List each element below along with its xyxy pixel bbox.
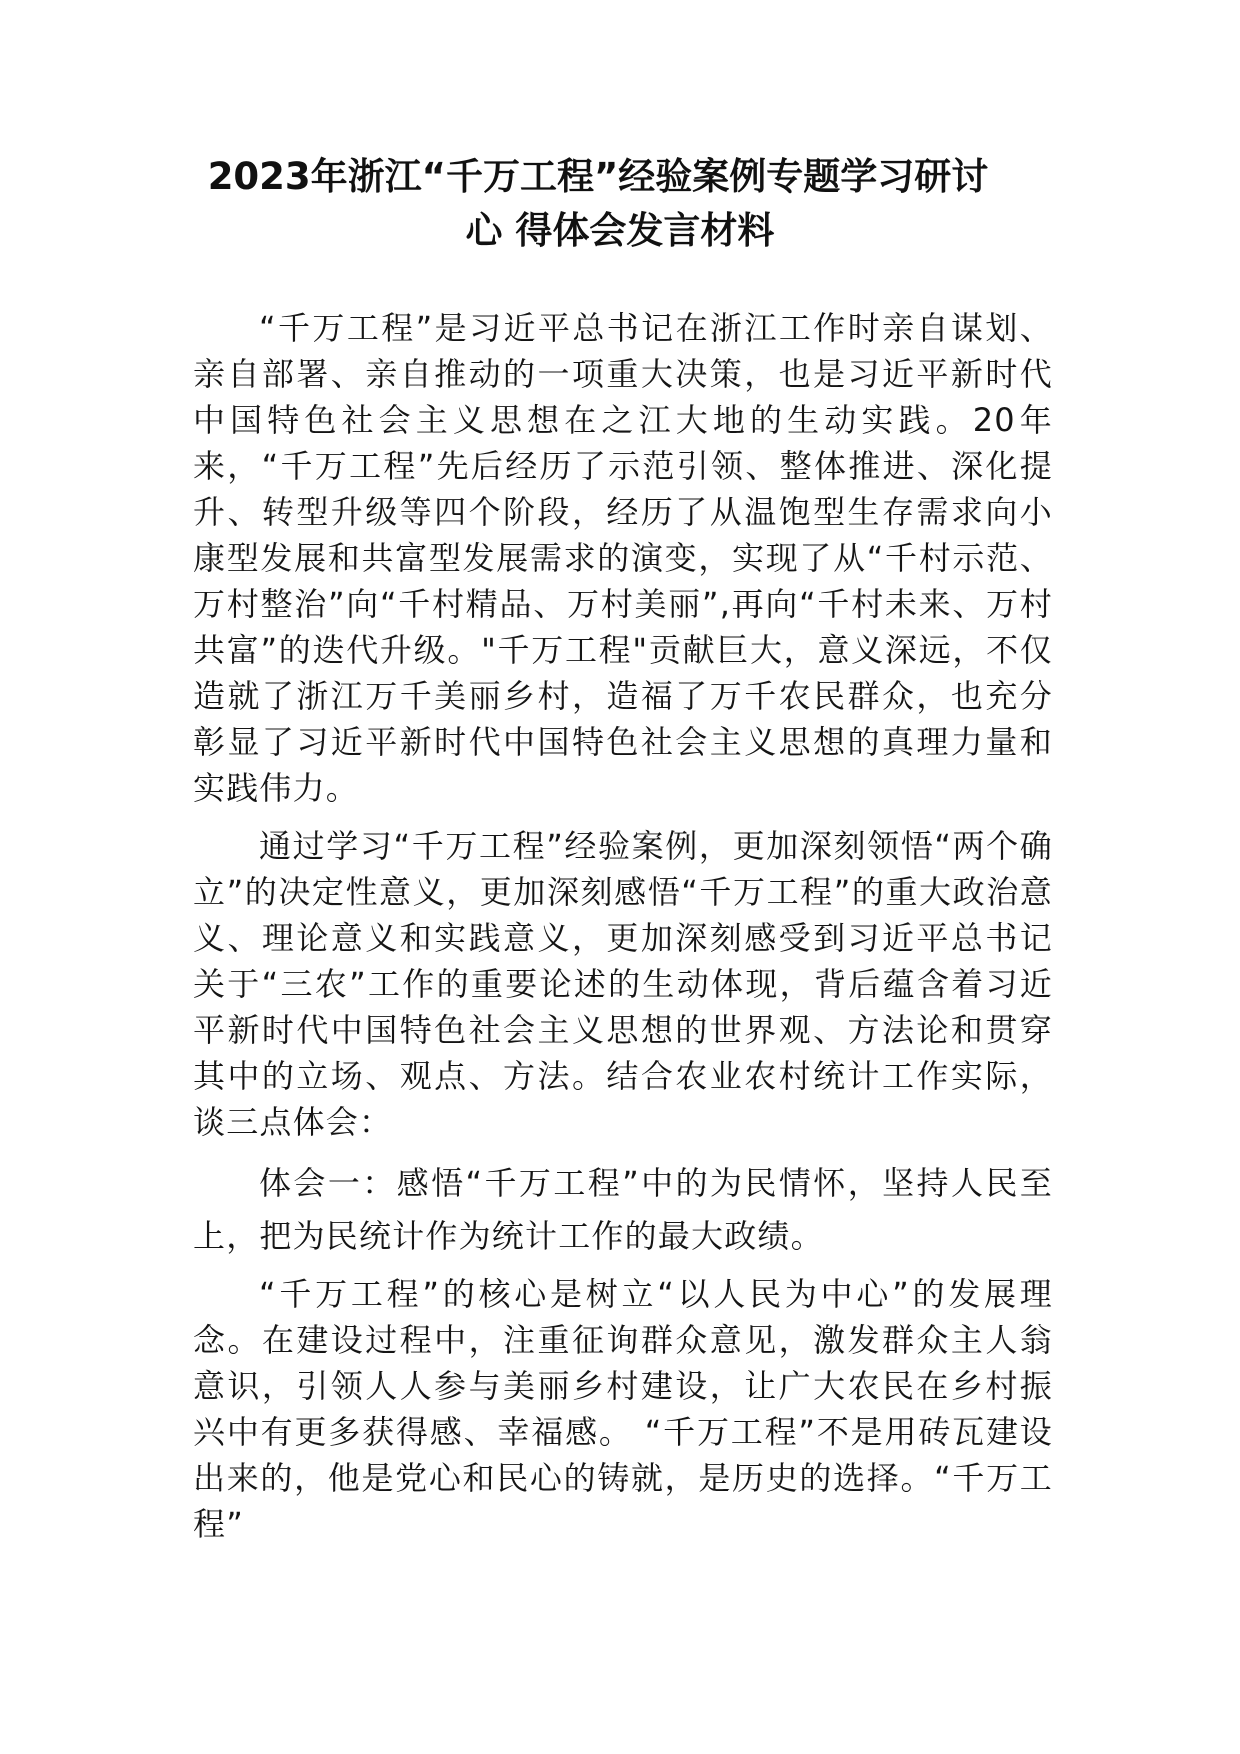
document-body (193, 305, 1053, 1559)
paragraph-intro: “千万工程”是习近平总书记在浙江工作时亲自谋划、亲自部署、亲自推动的一项重大决策，也是习近平新时代中国特色社会主义思想在之江大地的生动实践。20年来，“千万工程”先后经历了示范引领、整体推进、深化提升、转型升级等四个阶段，经历了从温饱型生存需求向小康型发展和共富型发展需求的演变，实现了从“千村示范、万村整治”向“千村精品、万村美丽”,再向“千村未来、万村共富”的迭代升级。"千万工程"贡献巨大，意义深远，不仅造就了浙江万千美丽乡村，造福了万千农民群众，也充分彰显了习近平新时代中国特色社会主义思想的真理力量和实践伟力。 (193, 309, 1053, 807)
document-title (0, 150, 1240, 258)
title-line-1: 2023年浙江“千万工程”经验案例专题学习研讨 (207, 155, 989, 198)
paragraph-study: 通过学习“千万工程”经验案例，更加深刻领悟“两个确立”的决定性意义，更加深刻感悟“千万工程”的重大政治意义、理论意义和实践意义，更加深刻感受到习近平总书记关于“三农”工作的重要论述的生动体现，背后蕴含着习近平新时代中国特色社会主义思想的世界观、方法论和贯穿其中的立场、观点、方法。结合农业农村统计工作实际，谈三点体会： (193, 827, 1053, 1141)
paragraph-insight-one: 体会一：感悟“千万工程”中的为民情怀，坚持人民至上，把为民统计作为统计工作的最大政绩。 (193, 1164, 1053, 1255)
paragraph-core: “千万工程”的核心是树立“以人民为中心”的发展理念。在建设过程中，注重征询群众意见，激发群众主人翁意识，引领人人参与美丽乡村建设，让广大农民在乡村振兴中有更多获得感、幸福感。 “千万工程”不是用砖瓦建设出来的，他是党心和民心的铸就，是历史的选择。“千万工程” (193, 1275, 1053, 1543)
title-line-2: 心 得体会发言材料 (465, 209, 775, 252)
